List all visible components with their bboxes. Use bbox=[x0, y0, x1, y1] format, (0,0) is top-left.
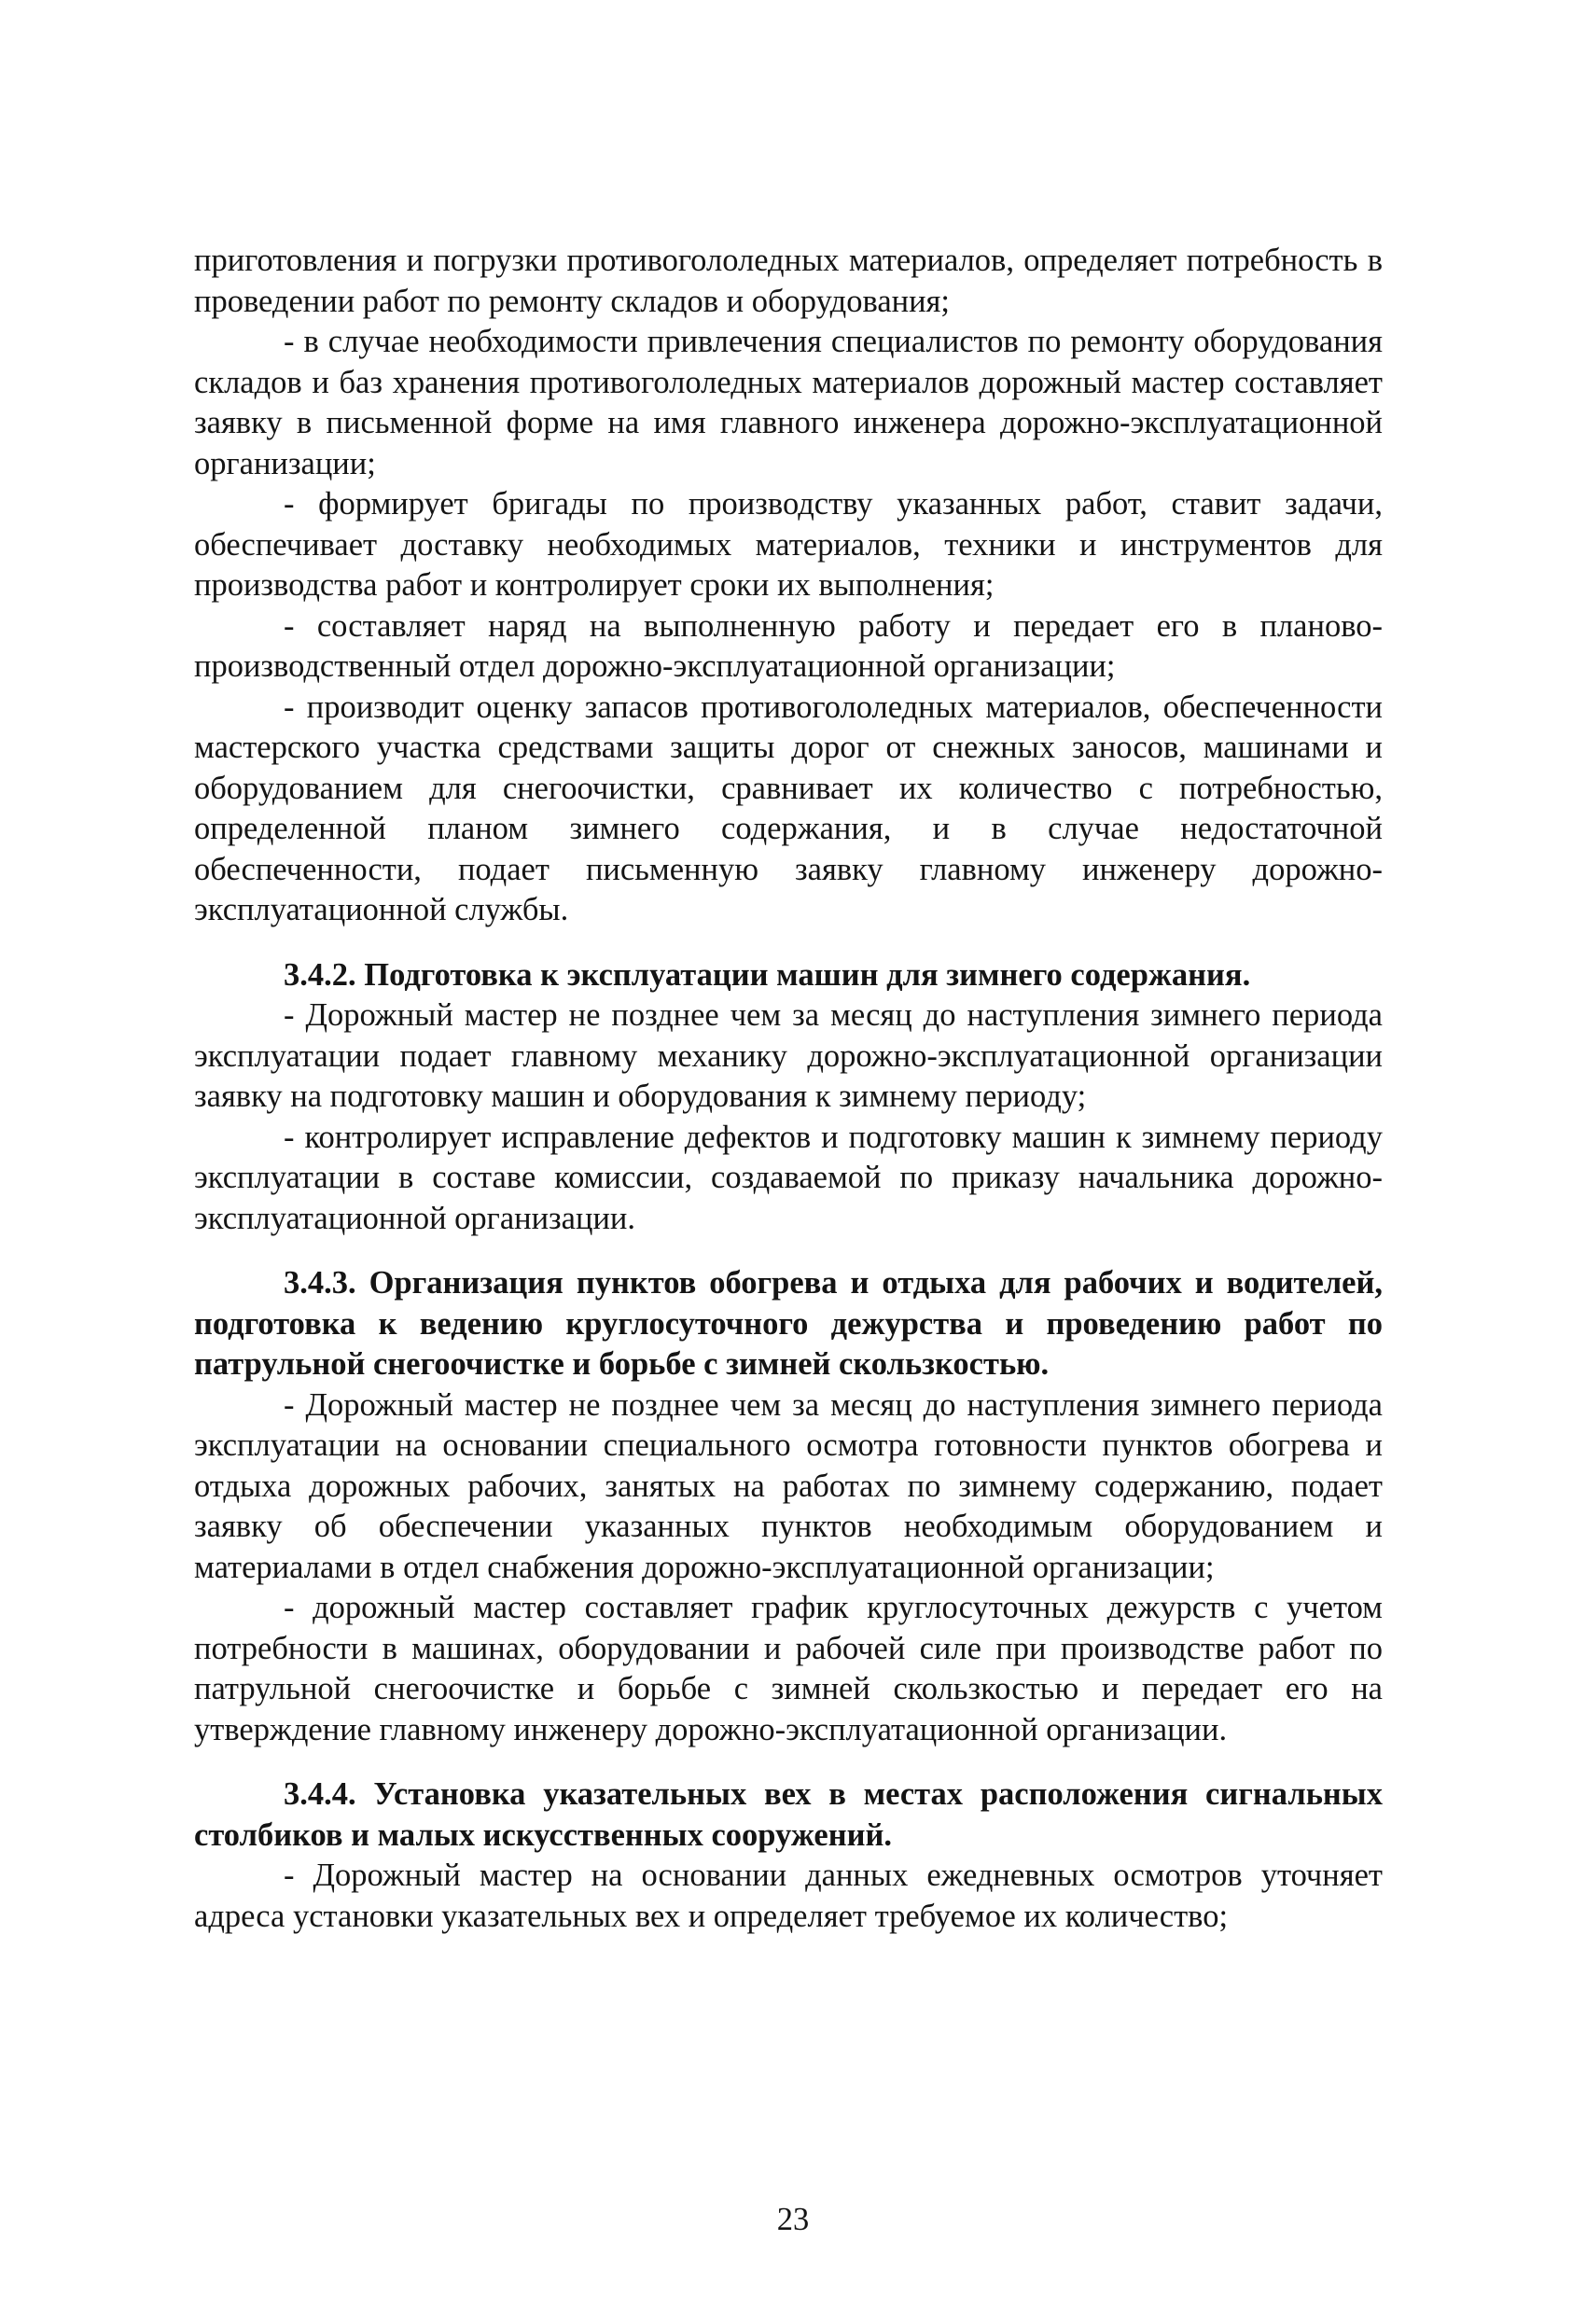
list-item: - формирует бригады по производству указанных работ, ставит задачи, обеспечивает доставку необходимых материалов, техники и инструментов для производства работ и контролирует сроки их выполнения; bbox=[194, 486, 1383, 603]
page-number: 23 bbox=[776, 2202, 810, 2237]
list-item: - Дорожный мастер на основании данных ежедневных осмотров уточняет адреса установки указательных вех и определяет требуемое их количество; bbox=[194, 1858, 1383, 1934]
list-item: - в случае необходимости привлечения специалистов по ремонту оборудования складов и баз хранения противогололедных материалов дорожный мастер составляет заявку в письменной форме на имя главного инженера дорожно-эксплуатационной организации; bbox=[194, 324, 1383, 481]
section-heading-3-4-3: 3.4.3. Организация пунктов обогрева и отдыха для рабочих и водителей, подготовка к ведению круглосуточного дежурства и проведению работ по патрульной снегоочистке и борьбе с зимней скользкостью. bbox=[194, 1265, 1383, 1382]
section-heading-3-4-4: 3.4.4. Установка указательных вех в местах расположения сигнальных столбиков и малых искусственных сооружений. bbox=[194, 1776, 1383, 1853]
list-item: - Дорожный мастер не позднее чем за месяц до наступления зимнего периода эксплуатации на основании специального осмотра готовности пунктов обогрева и отдыха дорожных рабочих, занятых на работах по зимнему содержанию, подает заявку об обеспечении указанных пунктов необходимым оборудованием и материалами в отдел снабжения дорожно-эксплуатационной организации; bbox=[194, 1386, 1383, 1585]
section-heading-3-4-2: 3.4.2. Подготовка к эксплуатации машин для зимнего содержания. bbox=[284, 956, 1251, 993]
section-spacer bbox=[194, 1750, 1383, 1774]
list-item: - производит оценку запасов противогололедных материалов, обеспеченности мастерского участка средствами защиты дорог от снежных заносов, машинами и оборудованием для снегоочистки, сравнивает их количество с потребностью, определенной планом зимнего содержания, и в случае недостаточной обеспеченности, подает письменную заявку главному инженеру дорожно-эксплуатационной службы. bbox=[194, 689, 1383, 927]
list-item: - составляет наряд на выполненную работу и передает его в планово-производственный отдел дорожно-эксплуатационной организации; bbox=[194, 607, 1383, 684]
list-item: - Дорожный мастер не позднее чем за месяц до наступления зимнего периода эксплуатации подает главному механику дорожно-эксплуатационной организации заявку на подготовку машин и оборудования к зимнему периоду; bbox=[194, 997, 1383, 1114]
paragraph-continuation: приготовления и погрузки противогололедных материалов, определяет потребность в проведении работ по ремонту складов и оборудования; bbox=[194, 243, 1383, 319]
page-content bbox=[194, 241, 1383, 1937]
list-item: - дорожный мастер составляет график круглосуточных дежурств с учетом потребности в машинах, оборудовании и рабочей силе при производстве работ по патрульной снегоочистке и борьбе с зимней скользкостью и передает его на утверждение главному инженеру дорожно-эксплуатационной организации. bbox=[194, 1590, 1383, 1747]
section-spacer bbox=[194, 931, 1383, 955]
list-item: - контролирует исправление дефектов и подготовку машин к зимнему периоду эксплуатации в составе комиссии, создаваемой по приказу начальника дорожно-эксплуатационной организации. bbox=[194, 1119, 1383, 1236]
section-spacer bbox=[194, 1239, 1383, 1263]
